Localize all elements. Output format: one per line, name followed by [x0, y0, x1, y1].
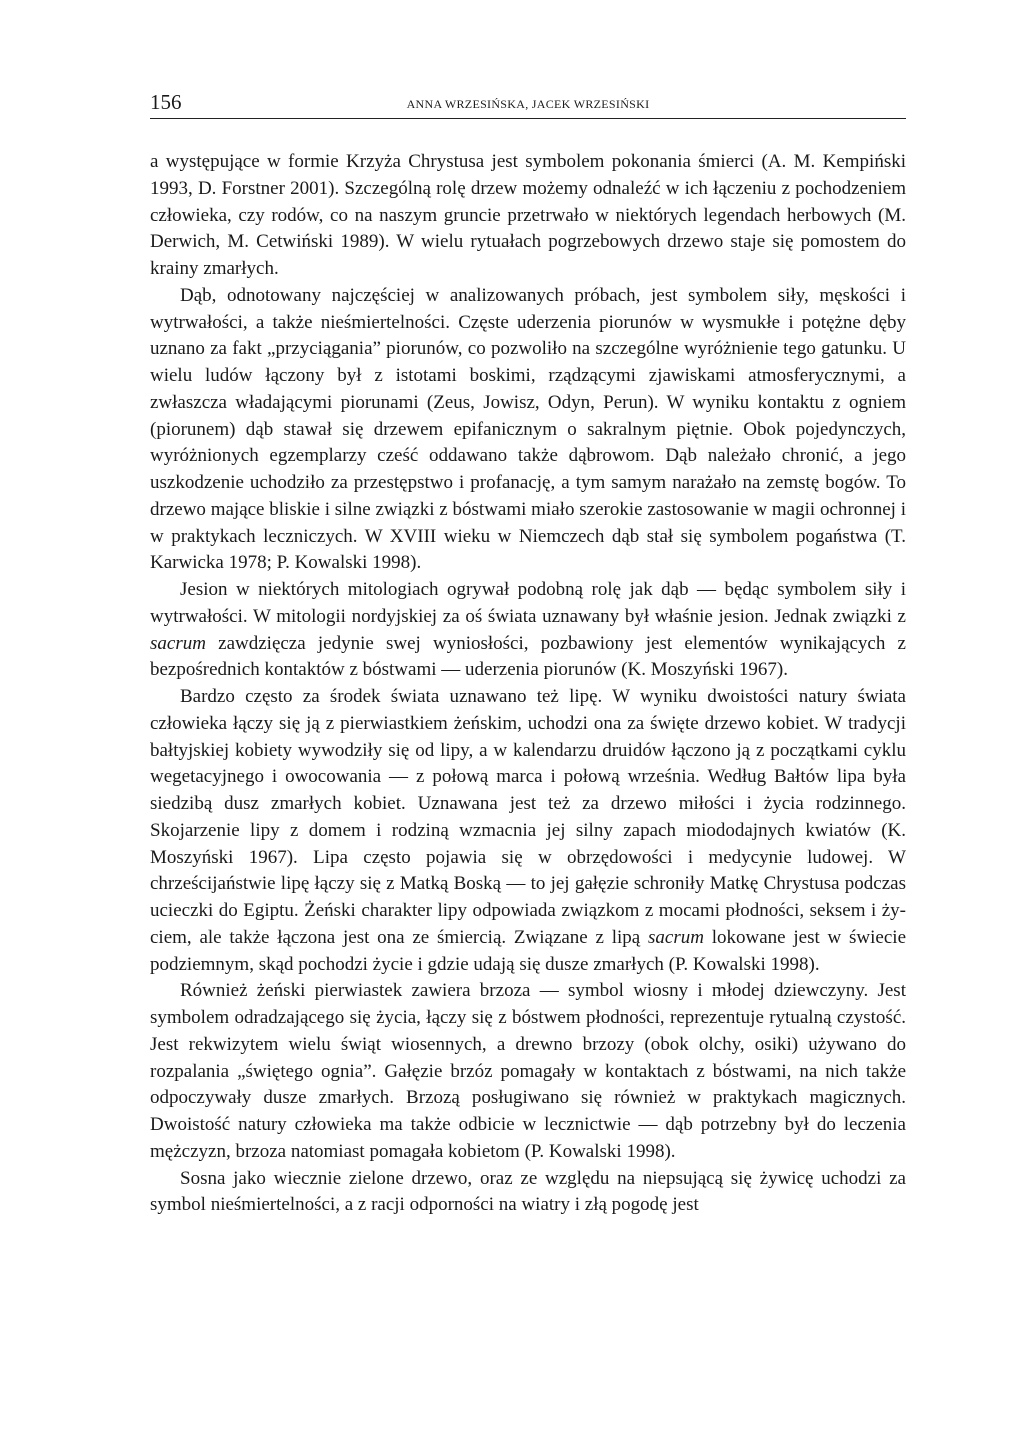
text-run: Dąb, odnotowany najczęściej w analizowanych próbach, jest symbolem siły, męskości i wytrwałości, a także nieśmiertelności. Częste uderzenia piorunów w wysmukłe i potężne dęby uznano za fakt „przyciągania” piorunów, co pozwoliło na szczególne wyróżnienie tego gatunku. U wielu ludów łączony był z istotami boskimi, rządzącymi zjawiskami atmosferycznymi, a zwłaszcza władającymi piorunami (Zeus, Jowisz, Odyn, Perun). W wyniku kontaktu z ogniem (piorunem) dąb stawał się drzewem epifanicznym o sakralnym piętnie. Obok pojedynczych, wyróżnionych egzemplarzy cześć oddawano także dąbrowom. Dąb należało chronić, a jego uszkodzenie uchodziło za przestępstwo i profanację, a tym samym narażało na zemstę bogów. To drzewo mające bliskie i silne związki z bóstwami miało szerokie zastosowanie w magii ochronnej i w praktykach leczniczych. W XVIII wieku w Niemczech dąb stał się symbolem pogaństwa (T. Karwicka 1978; P. Kowalski 1998).: [150, 284, 906, 574]
text-run: Również żeński pierwiastek zawiera brzoza — symbol wiosny i młodej dziewczyny. Jest symbolem odradzającego się życia, łączy się z bóstwem płodności, reprezentuje rytualną czystość. Jest rekwizytem wielu świąt wiosennych, a drewno brzozy (obok olchy, osiki) używano do rozpalania „świętego ognia”. Gałęzie brzóz pomagały w kontaktach z bóstwami, na nich także odpoczywały dusze zmarłych. Brzozą posługiwano się również w praktykach magicznych. Dwoistość natury człowieka ma także odbicie w lecznictwie — dąb potrzebny był do leczenia mężczyzn, brzoza natomiast pomagała kobietom (P. Kowalski 1998).: [150, 980, 906, 1162]
page-number: 156: [150, 90, 182, 114]
text-run: a występujące w formie Krzyża Chrystusa jest symbolem pokonania śmierci (A. M. Kempiński 1993, D. Forstner 2001). Szczególną rolę drzew możemy odnaleźć w ich łączeniu z pochodzeniem człowieka, czy rodów, co na naszym gruncie przetrwało w niektórych legendach herbowych (M. Derwich, M. Cetwiński 1989). W wielu rytuałach pogrzebowych drzewo staje się pomostem do krainy zmarłych.: [150, 151, 906, 279]
text-run: zawdzięcza jedynie swej wyniosłości, pozbawiony jest elementów wynikających z bezpośrednich kontaktów z bóstwami — uderzenia piorunów (K. Moszyński 1967).: [150, 632, 906, 681]
italic-term: sacrum: [648, 926, 704, 948]
text-run: lokowane jest w świecie podziemnym, skąd pochodzi życie i gdzie udają się dusze zmarłych (P. Kowalski 1998).: [150, 926, 906, 975]
italic-term: sacrum: [150, 632, 206, 654]
paragraph: [150, 283, 906, 577]
paragraph: [150, 1166, 906, 1220]
body-text: [150, 149, 906, 1219]
running-header: [150, 88, 906, 119]
book-page: [150, 88, 906, 1219]
paragraph: [150, 684, 906, 978]
running-header-authors: ANNA WRZESIŃSKA, JACEK WRZESIŃSKI: [406, 97, 650, 111]
text-run: Sosna jako wiecznie zielone drzewo, oraz ze względu na niepsującą się żywicę uchodzi za symbol nieśmiertelności, a z racji odporności na wiatry i złą pogodę jest: [150, 1167, 906, 1216]
paragraph: [150, 577, 906, 684]
paragraph: [150, 149, 906, 283]
text-run: Bardzo często za środek świata uznawano też lipę. W wyniku dwoistości natury świata człowieka łączy się ją z pierwiastkiem żeńskim, uchodzi ona za święte drzewo kobiet. W tradycji bałtyjskiej kobiety wywodziły się od lipy, a w kalendarzu druidów łączono ją z początkami cyklu wegetacyjnego i owocowania — z połową marca i połową września. Według Bałtów lipa była siedzibą dusz zmarłych kobiet. Uznawana jest też za drzewo miłości i życia rodzinnego. Skojarzenie lipy z domem i rodziną wzmacnia jej silny zapach miododajnych kwiatów (K. Moszyński 1967). Lipa często pojawia się w obrzędowości i medycynie ludowej. W chrześcijaństwie lipę łączy się z Matką Boską — to jej gałęzie schroniły Matkę Chrystusa podczas ucieczki do Egiptu. Żeński charakter lipy odpowiada związkom z mocami płodności, seksem i życiem, ale także łączona jest ona ze śmiercią. Związane z lipą: [150, 686, 906, 948]
paragraph: [150, 978, 906, 1165]
text-run: Jesion w niektórych mitologiach ogrywał podobną rolę jak dąb — będąc symbolem siły i wytrwałości. W mitologii nordyjskiej za oś świata uznawany był właśnie jesion. Jednak związki z: [150, 579, 906, 627]
